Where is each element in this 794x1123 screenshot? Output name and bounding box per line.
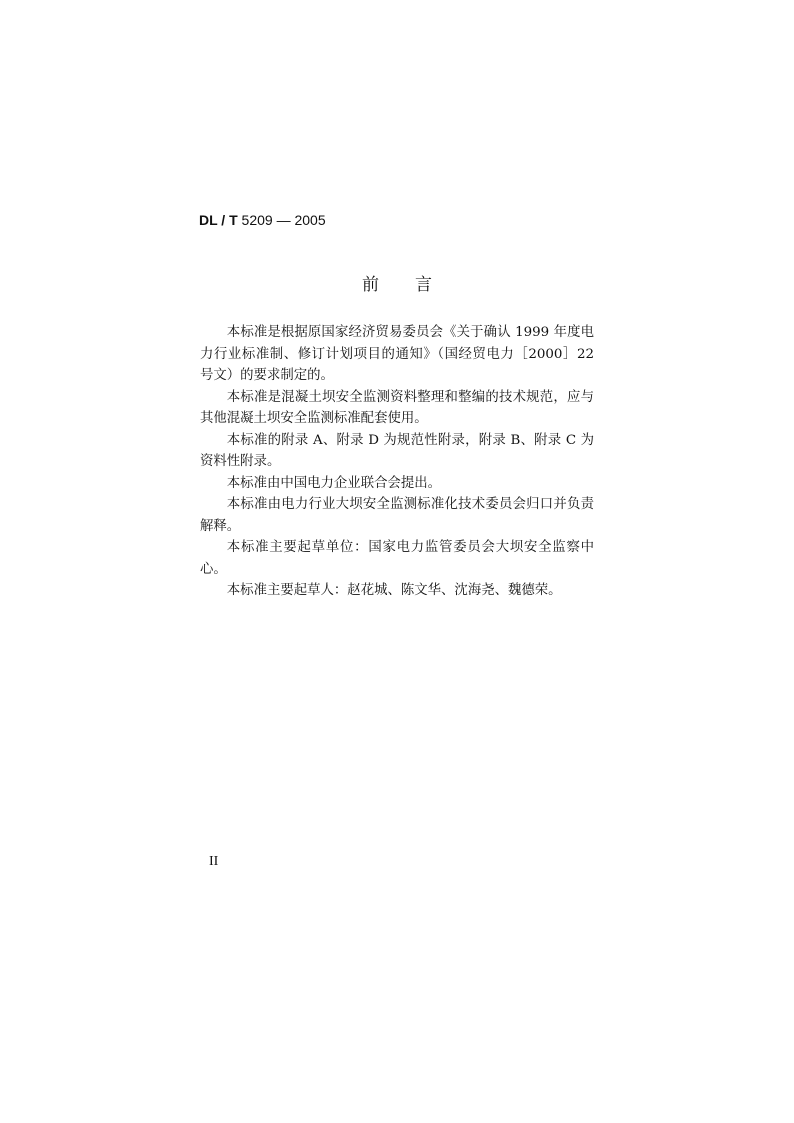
foreword-body	[200, 322, 594, 602]
document-code-prefix: DL / T	[199, 212, 238, 228]
foreword-paragraph: 本标准的附录 A、附录 D 为规范性附录，附录 B、附录 C 为资料性附录。	[200, 432, 594, 469]
foreword-paragraph: 本标准由中国电力企业联合会提出。	[226, 475, 442, 491]
foreword-paragraph: 本标准是混凝土坝安全监测资料整理和整编的技术规范，应与其他混凝土坝安全监测标准配套使用。	[200, 389, 594, 426]
page-number: II	[209, 854, 219, 869]
foreword-paragraph: 本标准主要起草人：赵花城、陈文华、沈海尧、魏德荣。	[226, 583, 562, 598]
document-code-number: 5209 — 2005	[237, 212, 326, 228]
foreword-paragraph: 本标准是根据原国家经济贸易委员会《关于确认 1999 年度电力行业标准制、修订计划项目的通知》（国经贸电力［2000］22 号文）的要求制定的。	[200, 325, 594, 383]
document-code-header	[199, 211, 326, 229]
page-title: 前言	[362, 275, 468, 295]
foreword-paragraph: 本标准由电力行业大坝安全监测标准化技术委员会归口并负责解释。	[200, 497, 594, 534]
foreword-paragraph: 本标准主要起草单位：国家电力监管委员会大坝安全监察中心。	[200, 540, 594, 577]
